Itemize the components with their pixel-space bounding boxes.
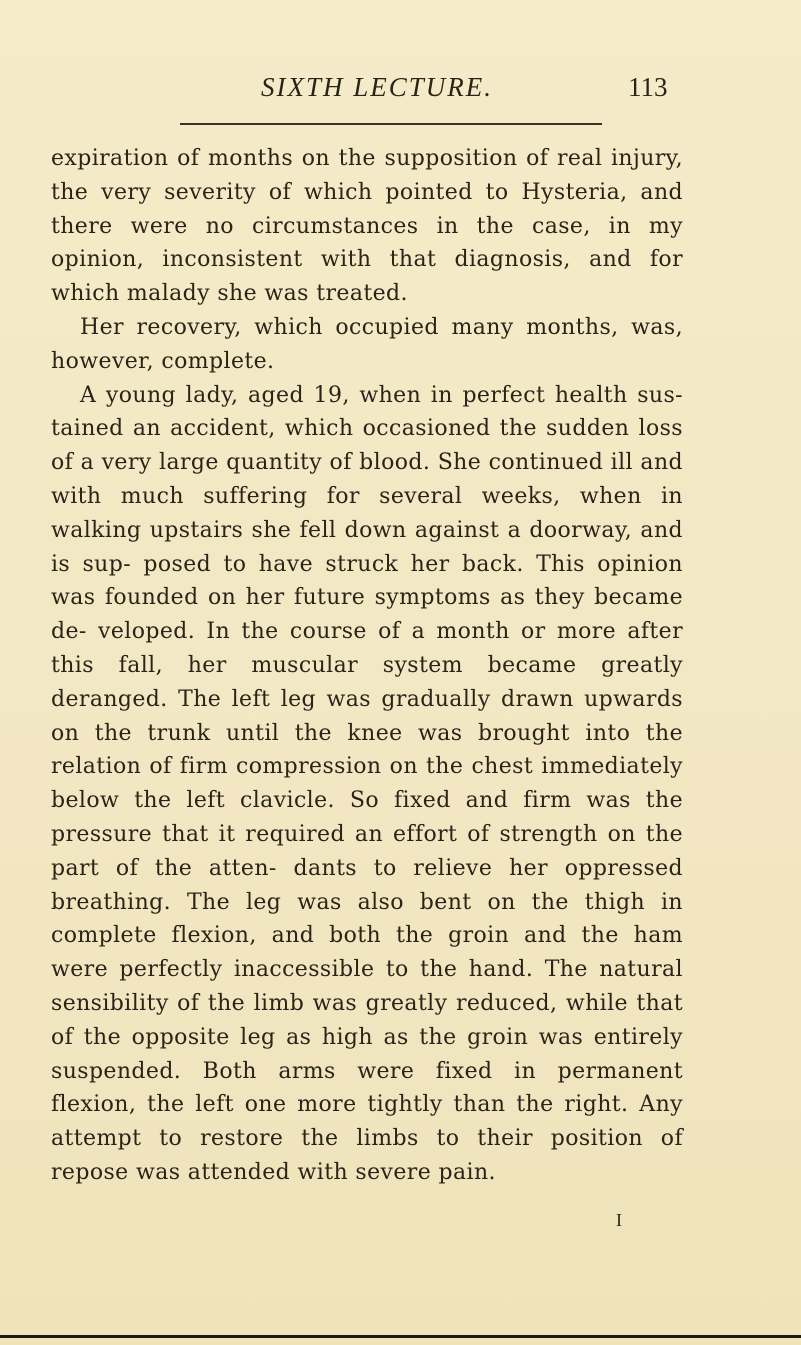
running-head: SIXTH LECTURE. xyxy=(261,72,494,102)
page-header xyxy=(0,72,801,112)
paragraph-continued: expiration of months on the supposition of real injury, the very severity of which pointed to Hysteria, and there were no circumstances in the case, in my opinion, inconsistent with that diagnosis, and for which malady she was treated. xyxy=(51,146,683,307)
signature-mark: I xyxy=(616,1210,622,1230)
paragraph-case-young-lady: A young lady, aged 19, when in perfect health sus- tained an accident, which occasioned the sudden loss of a very large quantity of blood. She continued ill and with much suffering for several weeks, when in walking upstairs she fell down against a doorway, and is sup- posed to have struck her back. This opinion was founded on her future symptoms as they became de- veloped. In the course of a month or more after this fall, her muscular system became greatly deranged. The left leg was gradually drawn upwards on the trunk until the knee was brought into the relation of firm compression on the chest immediately below the left clavicle. So fixed and firm was the pressure that it required an effort of strength on the part of the atten- dants to relieve her oppressed breathing. The leg was also bent on the thigh in complete flexion, and both the groin and the ham were perfectly inaccessible to the hand. The natural sensibility of the limb was greatly reduced, while that of the opposite leg as high as the groin was entirely suspended. Both arms were fixed in permanent flexion, the left one more tightly than the right. Any attempt to restore the limbs to their position of repose was attended with severe pain. xyxy=(51,382,683,1185)
paragraph-recovery: Her recovery, which occupied many months, was, however, complete. xyxy=(51,314,683,374)
page-number: 113 xyxy=(628,72,668,102)
header-rule xyxy=(180,123,602,125)
page-bottom-edge xyxy=(0,1335,801,1338)
body-text xyxy=(51,142,683,1190)
